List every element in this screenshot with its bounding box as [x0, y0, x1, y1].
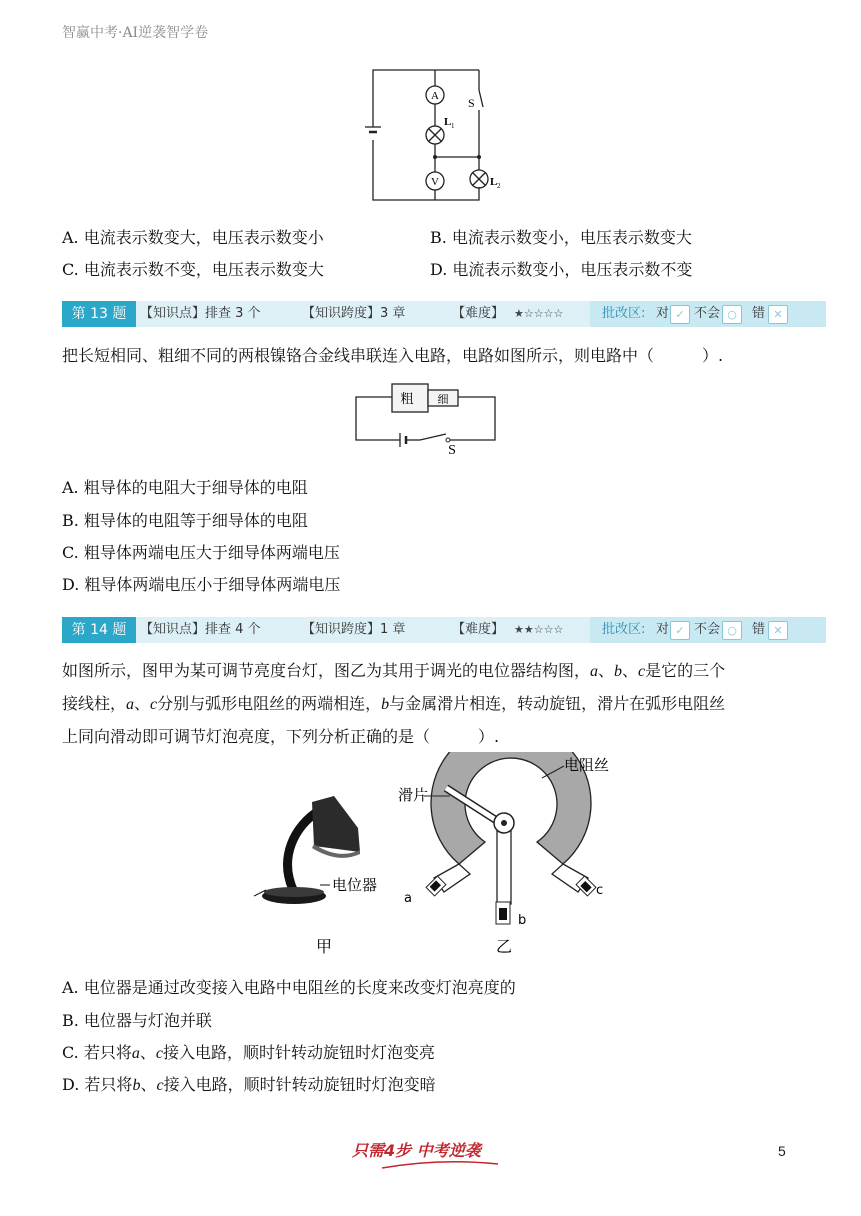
terminal-b-label: b [518, 913, 527, 928]
cross-icon[interactable]: ✕ [768, 305, 788, 324]
q14-option-d: D. 若只将b、c接入电路，顺时针转动旋钮时灯泡变暗 [62, 1075, 436, 1094]
q13-unsure-label: 不会 [694, 306, 721, 321]
q13-option-a: A. 粗导体的电阻大于细导体的电阻 [62, 478, 308, 497]
q13-right-label: 对 [656, 306, 670, 321]
q13-difficulty-label: 【难度】 [452, 306, 505, 321]
q13-knowledge-points: 【知识点】排查 3 个 [140, 306, 261, 321]
q14-grading-label: 批改区: [602, 622, 646, 637]
q14-option-a: A. 电位器是通过改变接入电路中电阻丝的长度来改变灯泡亮度的 [62, 978, 516, 997]
check-icon[interactable]: ✓ [670, 305, 690, 324]
page-header: 智赢中考·AI逆袭智学卷 [62, 25, 209, 41]
lamp2-sub: 2 [497, 182, 501, 190]
q14-stem-line1: 如图所示，图甲为某可调节亮度台灯，图乙为其用于调光的电位器结构图，a、b、c是它的三个 [62, 661, 726, 680]
terminal-c-label: c [596, 883, 604, 898]
thin-wire-label: 细 [437, 393, 449, 406]
slider-label: 滑片 [398, 786, 429, 804]
q13-option-c: C. 粗导体两端电压大于细导体两端电压 [62, 543, 340, 562]
lamp1-label: L [444, 116, 452, 128]
q14-difficulty-stars: ★★☆☆☆ [514, 623, 564, 636]
ammeter-label: A [431, 90, 439, 102]
q12-option-a: A. 电流表示数变大，电压表示数变小 [62, 228, 324, 247]
q13-stem: 把长短相同、粗细不同的两根镍铬合金线串联连入电路，电路如图所示，则电路中（ ）. [62, 346, 724, 365]
thick-wire-label: 粗 [400, 392, 414, 407]
q14-wrong-label: 错 [752, 622, 766, 637]
q13-circuit-figure [350, 378, 500, 458]
footer-swoosh [380, 1160, 500, 1170]
q14-difficulty-label: 【难度】 [452, 622, 505, 637]
q14-info-bar [62, 617, 826, 643]
desk-lamp-figure [250, 788, 390, 958]
terminal-a-label: a [404, 891, 412, 906]
q14-knowledge-span: 【知识跨度】1 章 [302, 622, 406, 637]
cross-icon[interactable]: ✕ [768, 621, 788, 640]
q14-unsure-label: 不会 [694, 622, 721, 637]
q13-number: 第 13 题 [62, 301, 136, 327]
voltmeter-label: V [431, 176, 439, 188]
q13-grading-label: 批改区: [602, 306, 646, 321]
circle-icon[interactable]: ○ [722, 621, 742, 640]
q14-option-c: C. 若只将a、c接入电路，顺时针转动旋钮时灯泡变亮 [62, 1043, 435, 1062]
switch-label: S [468, 96, 475, 110]
q13-option-d: D. 粗导体两端电压小于细导体两端电压 [62, 575, 341, 594]
footer-logo: 只需4步 中考逆袭 [352, 1141, 481, 1160]
q14-stem-line2: 接线柱，a、c分别与弧形电阻丝的两端相连，b与金属滑片相连，转动旋钮，滑片在弧形电阻丝 [62, 694, 726, 713]
q14-grading-area [590, 617, 826, 643]
q14-right-label: 对 [656, 622, 670, 637]
q13-knowledge-span: 【知识跨度】3 章 [302, 306, 406, 321]
q14-knowledge-points: 【知识点】排查 4 个 [140, 622, 261, 637]
q12-circuit-figure [355, 62, 515, 204]
wire-label: 电阻丝 [564, 756, 610, 774]
q13-switch-label: S [448, 443, 456, 458]
lamp2-label: L [490, 176, 498, 188]
q14-stem-line3: 上同向滑动即可调节灯泡亮度，下列分析正确的是（ ）. [62, 727, 500, 746]
q13-option-b: B. 粗导体的电阻等于细导体的电阻 [62, 511, 308, 530]
pot-label: 电位器 [332, 876, 378, 894]
potentiometer-figure [392, 752, 632, 958]
q14-number: 第 14 题 [62, 617, 136, 643]
q13-info-bar [62, 301, 826, 327]
circle-icon[interactable]: ○ [722, 305, 742, 324]
fig-jia-label: 甲 [315, 937, 333, 956]
page-number: 5 [778, 1143, 786, 1159]
check-icon[interactable]: ✓ [670, 621, 690, 640]
q13-grading-area [590, 301, 826, 327]
q12-option-d: D. 电流表示数变小，电压表示数不变 [430, 260, 693, 279]
q12-option-c: C. 电流表示数不变，电压表示数变大 [62, 260, 324, 279]
q13-difficulty-stars: ★☆☆☆☆ [514, 307, 564, 320]
q13-wrong-label: 错 [752, 306, 766, 321]
q14-option-b: B. 电位器与灯泡并联 [62, 1011, 212, 1030]
q12-option-b: B. 电流表示数变小，电压表示数变大 [430, 228, 692, 247]
fig-yi-label: 乙 [495, 937, 513, 956]
lamp1-sub: 1 [451, 122, 455, 130]
